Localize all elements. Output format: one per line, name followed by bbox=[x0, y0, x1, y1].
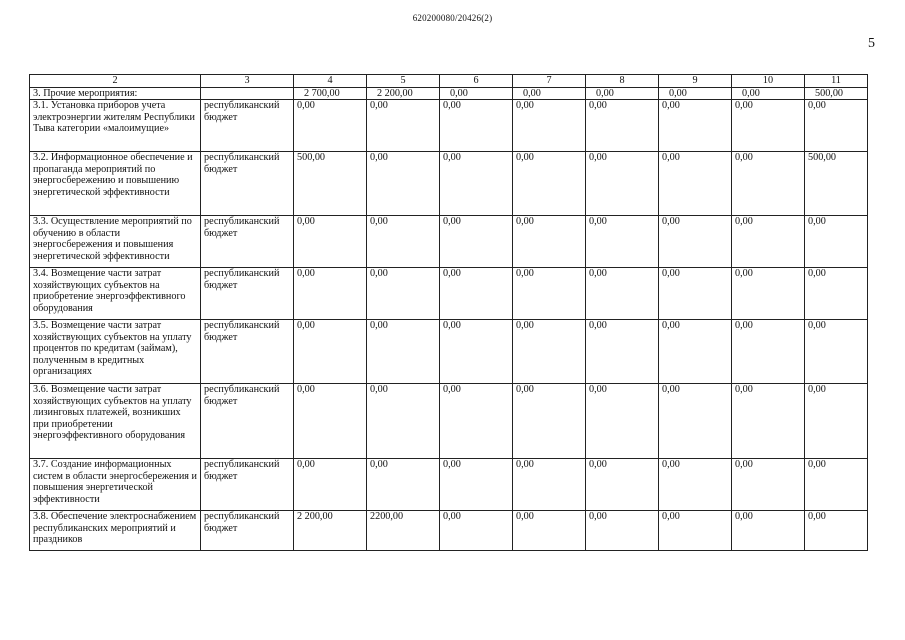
value-cell-col-7: 0,00 bbox=[513, 100, 586, 152]
value-cell-col-7: 0,00 bbox=[513, 87, 586, 100]
table-row bbox=[30, 511, 868, 551]
value-cell-col-9: 0,00 bbox=[659, 152, 732, 216]
value-cell-col-9: 0,00 bbox=[659, 384, 732, 459]
value-cell-col-9: 0,00 bbox=[659, 100, 732, 152]
value-cell-col-10: 0,00 bbox=[732, 459, 805, 511]
value-cell-col-10: 0,00 bbox=[732, 320, 805, 384]
value-cell-col-11: 0,00 bbox=[805, 384, 868, 459]
value-cell-col-10: 0,00 bbox=[732, 511, 805, 551]
funding-source-cell: республиканский бюджет bbox=[201, 268, 294, 320]
document-code: 620200080/20426(2) bbox=[412, 13, 493, 23]
value-cell-col-6: 0,00 bbox=[440, 511, 513, 551]
value-cell-col-5: 0,00 bbox=[367, 384, 440, 459]
value-cell-col-6: 0,00 bbox=[440, 384, 513, 459]
value-cell-col-4: 2 700,00 bbox=[294, 87, 367, 100]
measure-name-cell: 3.1. Установка приборов учета электроэнергии жителям Республики Тыва категории «малоимущие» bbox=[30, 100, 201, 152]
funding-source-cell: республиканский бюджет bbox=[201, 152, 294, 216]
value-cell-col-4: 0,00 bbox=[294, 320, 367, 384]
value-cell-col-6: 0,00 bbox=[440, 87, 513, 100]
value-cell-col-6: 0,00 bbox=[440, 100, 513, 152]
value-cell-col-9: 0,00 bbox=[659, 459, 732, 511]
measure-name-cell: 3.3. Осуществление мероприятий по обучению в области энергосбережения и повышения энергетической эффективности bbox=[30, 216, 201, 268]
header-col-5: 5 bbox=[367, 75, 440, 88]
value-cell-col-7: 0,00 bbox=[513, 459, 586, 511]
value-cell-col-5: 0,00 bbox=[367, 320, 440, 384]
funding-source-cell: республиканский бюджет bbox=[201, 384, 294, 459]
value-cell-col-11: 0,00 bbox=[805, 268, 868, 320]
header-col-11: 11 bbox=[805, 75, 868, 88]
header-col-10: 10 bbox=[732, 75, 805, 88]
value-cell-col-8: 0,00 bbox=[586, 384, 659, 459]
value-cell-col-8: 0,00 bbox=[586, 87, 659, 100]
table-row bbox=[30, 216, 868, 268]
value-cell-col-6: 0,00 bbox=[440, 216, 513, 268]
value-cell-col-4: 2 200,00 bbox=[294, 511, 367, 551]
value-cell-col-11: 0,00 bbox=[805, 100, 868, 152]
value-cell-col-8: 0,00 bbox=[586, 216, 659, 268]
value-cell-col-7: 0,00 bbox=[513, 320, 586, 384]
value-cell-col-7: 0,00 bbox=[513, 268, 586, 320]
funding-source-cell: республиканский бюджет bbox=[201, 216, 294, 268]
value-cell-col-7: 0,00 bbox=[513, 216, 586, 268]
value-cell-col-5: 2 200,00 bbox=[367, 87, 440, 100]
measure-name-cell: 3.4. Возмещение части затрат хозяйствующих субъектов на приобретение энергоэффективного оборудования bbox=[30, 268, 201, 320]
value-cell-col-8: 0,00 bbox=[586, 268, 659, 320]
value-cell-col-7: 0,00 bbox=[513, 384, 586, 459]
value-cell-col-4: 500,00 bbox=[294, 152, 367, 216]
value-cell-col-11: 0,00 bbox=[805, 216, 868, 268]
budget-table bbox=[29, 74, 868, 551]
value-cell-col-4: 0,00 bbox=[294, 459, 367, 511]
header-col-4: 4 bbox=[294, 75, 367, 88]
header-col-7: 7 bbox=[513, 75, 586, 88]
value-cell-col-11: 0,00 bbox=[805, 320, 868, 384]
table-row bbox=[30, 459, 868, 511]
table-row bbox=[30, 320, 868, 384]
value-cell-col-8: 0,00 bbox=[586, 320, 659, 384]
value-cell-col-6: 0,00 bbox=[440, 268, 513, 320]
value-cell-col-6: 0,00 bbox=[440, 152, 513, 216]
value-cell-col-10: 0,00 bbox=[732, 384, 805, 459]
value-cell-col-5: 0,00 bbox=[367, 152, 440, 216]
header-col-6: 6 bbox=[440, 75, 513, 88]
value-cell-col-5: 0,00 bbox=[367, 268, 440, 320]
page-number: 5 bbox=[868, 36, 875, 51]
value-cell-col-11: 0,00 bbox=[805, 459, 868, 511]
value-cell-col-7: 0,00 bbox=[513, 511, 586, 551]
header-row bbox=[30, 75, 868, 88]
value-cell-col-5: 2200,00 bbox=[367, 511, 440, 551]
value-cell-col-5: 0,00 bbox=[367, 216, 440, 268]
funding-source-cell: республиканский бюджет bbox=[201, 511, 294, 551]
measure-name-cell: 3.8. Обеспечение электроснабжением республиканских мероприятий и праздников bbox=[30, 511, 201, 551]
table-row bbox=[30, 268, 868, 320]
measure-name-cell: 3.7. Создание информационных систем в области энергосбережения и повышения энергетической эффективности bbox=[30, 459, 201, 511]
value-cell-col-9: 0,00 bbox=[659, 268, 732, 320]
value-cell-col-11: 500,00 bbox=[805, 152, 868, 216]
value-cell-col-8: 0,00 bbox=[586, 100, 659, 152]
value-cell-col-9: 0,00 bbox=[659, 87, 732, 100]
table-row-total bbox=[30, 87, 868, 100]
table-row bbox=[30, 384, 868, 459]
funding-source-cell: республиканский бюджет bbox=[201, 100, 294, 152]
value-cell-col-8: 0,00 bbox=[586, 511, 659, 551]
header-col-3: 3 bbox=[201, 75, 294, 88]
value-cell-col-9: 0,00 bbox=[659, 511, 732, 551]
value-cell-col-10: 0,00 bbox=[732, 216, 805, 268]
header-col-2: 2 bbox=[30, 75, 201, 88]
header-col-8: 8 bbox=[586, 75, 659, 88]
value-cell-col-5: 0,00 bbox=[367, 100, 440, 152]
value-cell-col-11: 0,00 bbox=[805, 511, 868, 551]
value-cell-col-9: 0,00 bbox=[659, 320, 732, 384]
measure-name-cell: 3. Прочие мероприятия: bbox=[30, 87, 201, 100]
value-cell-col-5: 0,00 bbox=[367, 459, 440, 511]
table-body bbox=[30, 87, 868, 551]
value-cell-col-11: 500,00 bbox=[805, 87, 868, 100]
value-cell-col-8: 0,00 bbox=[586, 152, 659, 216]
funding-source-cell: республиканский бюджет bbox=[201, 459, 294, 511]
value-cell-col-10: 0,00 bbox=[732, 100, 805, 152]
value-cell-col-8: 0,00 bbox=[586, 459, 659, 511]
value-cell-col-10: 0,00 bbox=[732, 268, 805, 320]
value-cell-col-10: 0,00 bbox=[732, 152, 805, 216]
header-col-9: 9 bbox=[659, 75, 732, 88]
measure-name-cell: 3.5. Возмещение части затрат хозяйствующих субъектов на уплату процентов по кредитам (займам), полученным в кредитных организациях bbox=[30, 320, 201, 384]
value-cell-col-10: 0,00 bbox=[732, 87, 805, 100]
measure-name-cell: 3.2. Информационное обеспечение и пропаганда мероприятий по энергосбережению и повышению энергетической эффективности bbox=[30, 152, 201, 216]
value-cell-col-6: 0,00 bbox=[440, 320, 513, 384]
measure-name-cell: 3.6. Возмещение части затрат хозяйствующих субъектов на уплату лизинговых платежей, возникших при приобретении энергоэффективного оборудования bbox=[30, 384, 201, 459]
value-cell-col-4: 0,00 bbox=[294, 216, 367, 268]
value-cell-col-4: 0,00 bbox=[294, 268, 367, 320]
funding-source-cell: республиканский бюджет bbox=[201, 320, 294, 384]
value-cell-col-9: 0,00 bbox=[659, 216, 732, 268]
table-row bbox=[30, 152, 868, 216]
value-cell-col-4: 0,00 bbox=[294, 384, 367, 459]
value-cell-col-6: 0,00 bbox=[440, 459, 513, 511]
value-cell-col-7: 0,00 bbox=[513, 152, 586, 216]
table-row bbox=[30, 100, 868, 152]
funding-source-cell bbox=[201, 87, 294, 100]
value-cell-col-4: 0,00 bbox=[294, 100, 367, 152]
